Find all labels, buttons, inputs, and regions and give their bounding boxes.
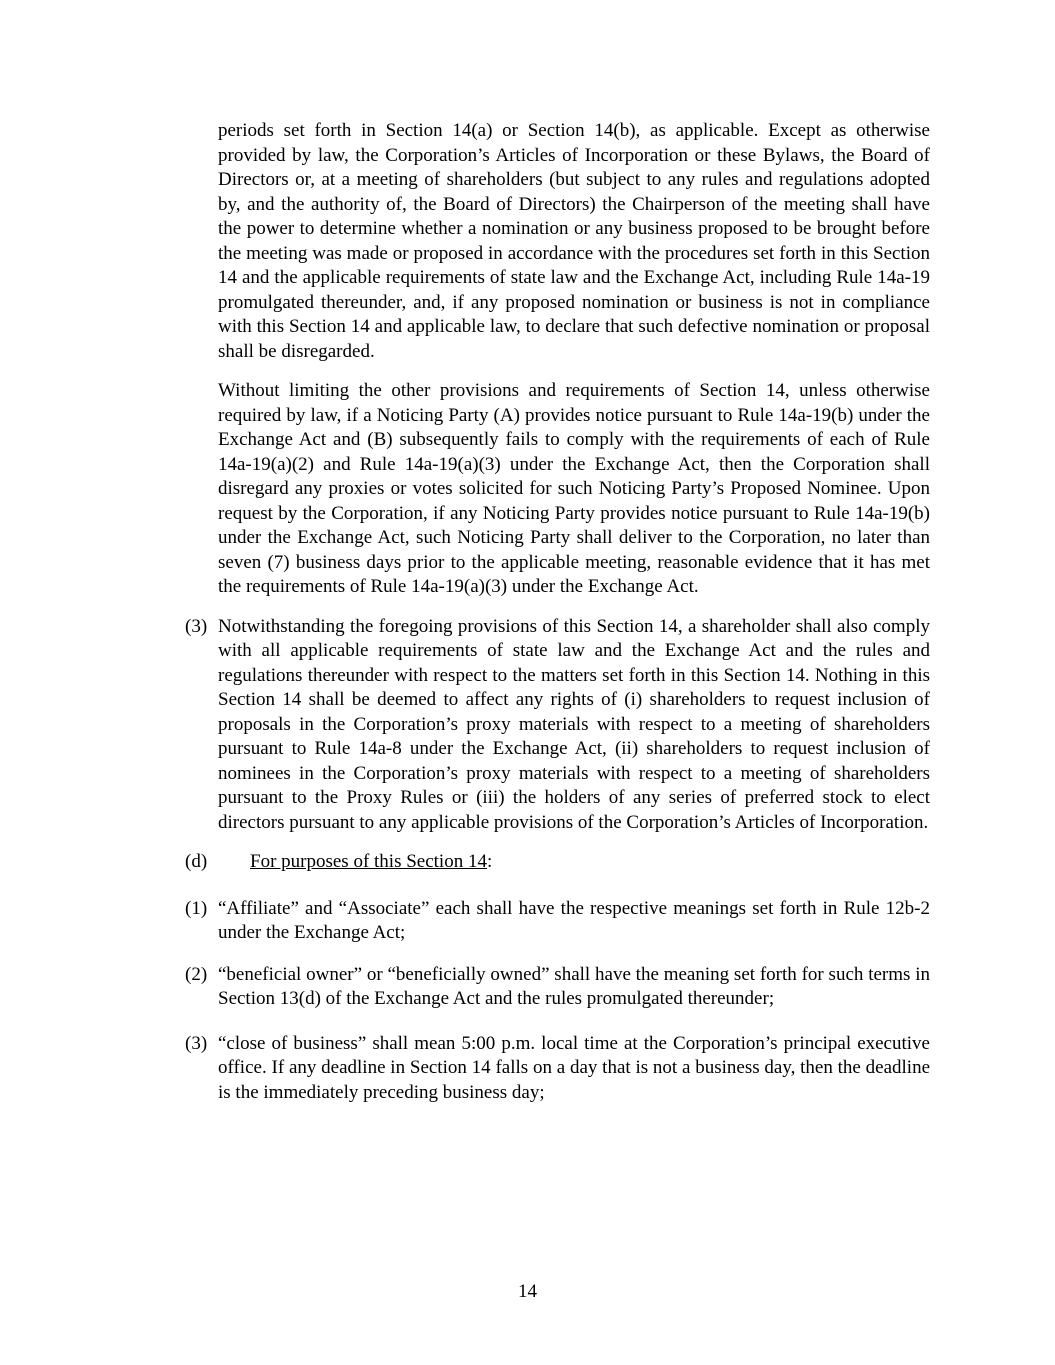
item-text: Notwithstanding the foregoing provisions of this Section 14, a shareholder shall also comply with all applicable requirements of state law and the Exchange Act and the rules and regulations thereunder with respect to the matters set forth in this Section 14. Nothing in this Section 14 shall be deemed to affect any rights of (i) shareholders to request inclusion of proposals in the Corporation’s proxy materials with respect to a meeting of shareholders pursuant to Rule 14a-8 under the Exchange Act, (ii) shareholders to request inclusion of nominees in the Corporation’s proxy materials with respect to a meeting of shareholders pursuant to the Proxy Rules or (iii) the holders of any series of preferred stock to elect directors pursuant to any applicable provisions of the Corporation’s Articles of Incorporation. xyxy=(218,615,930,833)
item-marker: (3) xyxy=(185,1032,208,1054)
heading-text xyxy=(250,850,930,875)
heading-suffix: : xyxy=(486,851,493,872)
item-3-notwithstanding xyxy=(185,615,930,836)
item-1-affiliate xyxy=(185,897,930,946)
heading-underlined-text: For purposes of this Section 14 xyxy=(250,851,487,872)
item-marker: (d) xyxy=(185,851,208,872)
paragraph-periods-set-forth: periods set forth in Section 14(a) or Section 14(b), as applicable. Except as otherwise provided by law, the Corporation’s Articles of Incorporation or these Bylaws, the Board of Directors or, at a meeting of shareholders (but subject to any rules and regulations adopted by, and the authority of, the Board of Directors) the Chairperson of the meeting shall have the power to determine whether a nomination or any business proposed to be brought before the meeting was made or proposed in accordance with the procedures set forth in this Section 14 and the applicable requirements of state law and the Exchange Act, including Rule 14a-19 promulgated thereunder, and, if any proposed nomination or business is not in compliance with this Section 14 and applicable law, to declare that such defective nomination or proposal shall be disregarded. xyxy=(218,120,930,362)
text-column xyxy=(185,119,930,1105)
item-text: “close of business” shall mean 5:00 p.m. local time at the Corporation’s principal executive office. If any deadline in Section 14 falls on a day that is not a business day, then the deadline is the immediately preceding business day; xyxy=(218,1032,930,1103)
item-marker: (2) xyxy=(185,963,208,985)
item-2-beneficial-owner xyxy=(185,963,930,1012)
item-text: “Affiliate” and “Associate” each shall have the respective meanings set forth in Rule 12b-2 under the Exchange Act; xyxy=(218,897,930,943)
heading-d-for-purposes xyxy=(185,850,930,875)
page-number: 14 xyxy=(518,1281,537,1302)
paragraph-without-limiting: Without limiting the other provisions and requirements of Section 14, unless otherwise required by law, if a Noticing Party (A) provides notice pursuant to Rule 14a-19(b) under the Exchange Act and (B) subsequently fails to comply with the requirements of each of Rule 14a-19(a)(2) and Rule 14a-19(a)(3) under the Exchange Act, then the Corporation shall disregard any proxies or votes solicited for such Noticing Party’s Proposed Nominee. Upon request by the Corporation, if any Noticing Party provides notice pursuant to Rule 14a-19(b) under the Exchange Act, such Noticing Party shall deliver to the Corporation, no later than seven (7) business days prior to the applicable meeting, reasonable evidence that it has met the requirements of Rule 14a-19(a)(3) under the Exchange Act. xyxy=(218,380,930,597)
item-text: “beneficial owner” or “beneficially owned” shall have the meaning set forth for such terms in Section 13(d) of the Exchange Act and the rules promulgated thereunder; xyxy=(218,963,930,1009)
item-marker: (3) xyxy=(185,615,208,637)
item-3-close-of-business xyxy=(185,1032,930,1106)
item-marker: (1) xyxy=(185,897,208,919)
